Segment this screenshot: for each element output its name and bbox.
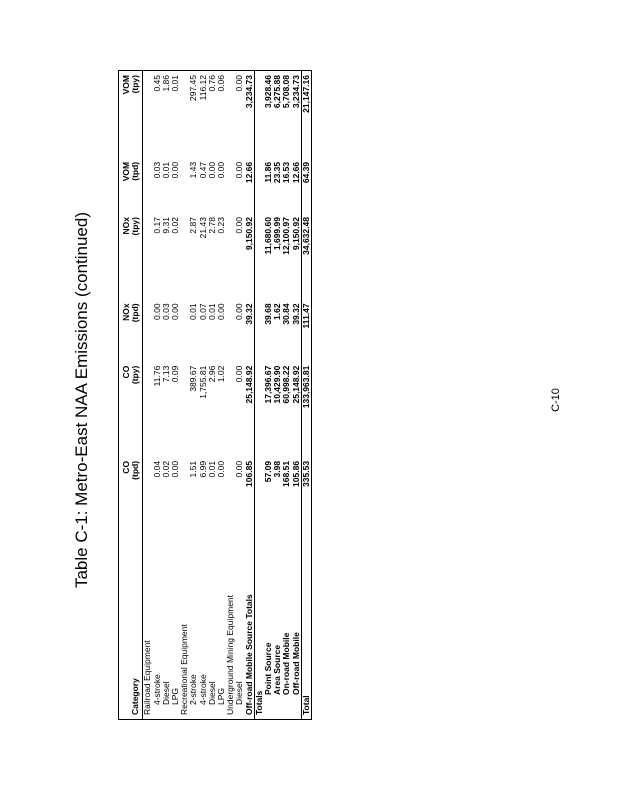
cell-value: 389.67 [188, 365, 199, 392]
cell-value: 1.86 [160, 75, 171, 92]
header-label: NOx [121, 217, 131, 235]
cell-value: 9.31 [160, 217, 171, 234]
cell-value: 3,234.73 [290, 75, 301, 109]
header-label: Category [130, 678, 141, 715]
cell-value: 5,708.08 [281, 75, 292, 109]
header-label: VOM [121, 75, 131, 95]
cell-value: 11.76 [151, 365, 162, 387]
cell-value: 1.02 [216, 365, 227, 383]
header-label: VOM [121, 161, 131, 182]
cell-value: 106.85 [243, 460, 254, 487]
table-row [301, 71, 311, 720]
cell-value: 0.00 [216, 161, 227, 179]
cell-value: 0.00 [234, 460, 245, 478]
header-column [119, 299, 143, 361]
cell-value: 0.01 [206, 303, 217, 320]
cell-value: 0.04 [151, 460, 162, 478]
cell-value: 17,396.67 [263, 365, 274, 404]
cell-value: 0.47 [197, 161, 208, 179]
row-label: Point Source [263, 642, 274, 695]
row-label: Diesel [160, 681, 171, 705]
cell-value: 39.32 [243, 303, 254, 325]
cell-value: 0.03 [160, 303, 171, 320]
cell-value: 0.00 [234, 161, 245, 179]
cell-value: 0.00 [151, 303, 162, 320]
header-unit: (tpy) [130, 217, 141, 236]
cell-value: 12.66 [243, 161, 254, 184]
cell-value: 0.00 [234, 365, 245, 383]
row-label: LPG [216, 687, 227, 705]
cell-value: 6.99 [197, 460, 208, 478]
cell-value: 3,234.73 [243, 75, 254, 109]
cell-value: 25,148.92 [243, 365, 254, 404]
row-label: Recreational Equipment [179, 624, 190, 715]
row-label: Diesel [234, 681, 245, 705]
row-label: 2-stroke [188, 674, 199, 705]
cell-value: 23.35 [272, 161, 283, 184]
row-label: Total [300, 695, 311, 715]
cell-value: 12.66 [290, 161, 301, 184]
cell-value: 11.86 [263, 161, 274, 183]
cell-value: 0.01 [170, 75, 181, 92]
table-title: Table C-1: Metro-East NAA Emissions (continued) [72, 211, 91, 589]
row-label: Railroad Equipment [142, 640, 153, 715]
cell-value: 0.09 [170, 365, 181, 383]
cell-value: 30.84 [281, 303, 292, 325]
cell-value: 0.00 [234, 303, 245, 320]
cell-value: 105.86 [290, 460, 301, 487]
table-body [143, 71, 312, 720]
cell-value: 9,150.92 [290, 217, 301, 251]
table-row [292, 71, 302, 720]
row-label: 4-stroke [151, 674, 162, 705]
cell-value: 9,150.92 [243, 217, 254, 251]
cell-value: 297.45 [188, 75, 199, 101]
cell-value: 0.07 [197, 303, 208, 320]
cell-value: 0.01 [206, 460, 217, 478]
cell-value: 168.51 [281, 460, 292, 487]
cell-value: 0.17 [151, 217, 162, 234]
cell-value: 34,632.48 [300, 217, 311, 255]
row-label: Diesel [206, 681, 217, 705]
header-unit: (tpd) [130, 303, 141, 323]
cell-value: 1.51 [188, 460, 199, 478]
cell-value: 0.00 [216, 303, 227, 320]
cell-value: 133,963.81 [300, 365, 311, 409]
header-unit: (tpd) [130, 460, 141, 480]
cell-value: 0.01 [160, 161, 171, 179]
cell-value: 3.98 [272, 460, 283, 478]
header-category [119, 521, 143, 720]
header-label: CO [121, 460, 131, 474]
table-row [171, 71, 180, 720]
cell-value: 111.47 [300, 303, 311, 329]
cell-value: 10,429.90 [272, 365, 283, 404]
cell-value: 39.68 [263, 303, 274, 325]
row-label: Underground Mining Equipment [225, 594, 236, 715]
header-column [119, 457, 143, 521]
cell-value: 16.53 [281, 161, 292, 184]
cell-value: 1,699.99 [272, 217, 283, 251]
cell-value: 0.02 [160, 460, 171, 478]
cell-value: 0.00 [170, 460, 181, 478]
cell-value: 39.32 [290, 303, 301, 325]
cell-value: 1.62 [272, 303, 283, 320]
header-unit: (tpy) [130, 365, 141, 385]
cell-value: 0.03 [151, 161, 162, 179]
emissions-table [118, 70, 312, 720]
header-column [119, 362, 143, 457]
header-unit: (tpd) [130, 161, 141, 181]
cell-value: 0.06 [216, 75, 227, 92]
cell-value: 116.12 [197, 75, 208, 101]
cell-value: 0.76 [206, 75, 217, 92]
rotated-page [0, 30, 619, 770]
cell-value: 7.13 [160, 365, 171, 383]
row-label: 4-stroke [197, 674, 208, 705]
cell-value: 21.43 [197, 217, 208, 239]
cell-value: 21,147.16 [300, 75, 311, 113]
table-row [245, 71, 255, 720]
cell-value: 0.02 [170, 217, 181, 234]
cell-value: 0.01 [188, 303, 199, 320]
row-label: Off-road Mobile [290, 632, 301, 695]
header-column [119, 158, 143, 213]
cell-value: 0.23 [216, 217, 227, 234]
cell-value: 1.43 [188, 161, 199, 179]
cell-value: 57.09 [263, 460, 274, 483]
row-label: LPG [170, 687, 181, 705]
row-label: On-road Mobile [281, 632, 292, 695]
cell-value: 60,998.22 [281, 365, 292, 404]
row-label: Off-road Mobile Source Totals [243, 594, 254, 715]
cell-value: 0.00 [206, 161, 217, 179]
cell-value: 0.00 [170, 303, 181, 320]
table-header-row [119, 71, 143, 720]
header-label: NOx [121, 303, 131, 321]
header-unit: (tpy) [130, 75, 141, 94]
cell-value: 2.96 [206, 365, 217, 383]
cell-value: 0.00 [234, 75, 245, 92]
cell-value: 2.87 [188, 217, 199, 234]
header-column [119, 213, 143, 299]
cell-value: 64.39 [300, 161, 311, 184]
row-label: Totals [253, 690, 264, 715]
cell-value: 0.45 [151, 75, 162, 92]
cell-value: 2.78 [206, 217, 217, 234]
cell-value: 0.00 [234, 217, 245, 234]
cell-value: 11,680.60 [263, 217, 274, 255]
cell-value: 3,928.46 [263, 75, 274, 109]
cell-value: 335.53 [300, 460, 311, 487]
cell-value: 0.00 [170, 161, 181, 179]
cell-value: 0.00 [216, 460, 227, 478]
cell-value: 25,148.92 [290, 365, 301, 404]
header-column [119, 71, 143, 158]
header-label: CO [121, 365, 131, 379]
cell-value: 12,100.97 [281, 217, 292, 255]
page-number: C-10 [550, 388, 562, 412]
row-label: Area Source [272, 644, 283, 695]
cell-value: 6,275.88 [272, 75, 283, 109]
cell-value: 1,755.81 [197, 365, 208, 399]
